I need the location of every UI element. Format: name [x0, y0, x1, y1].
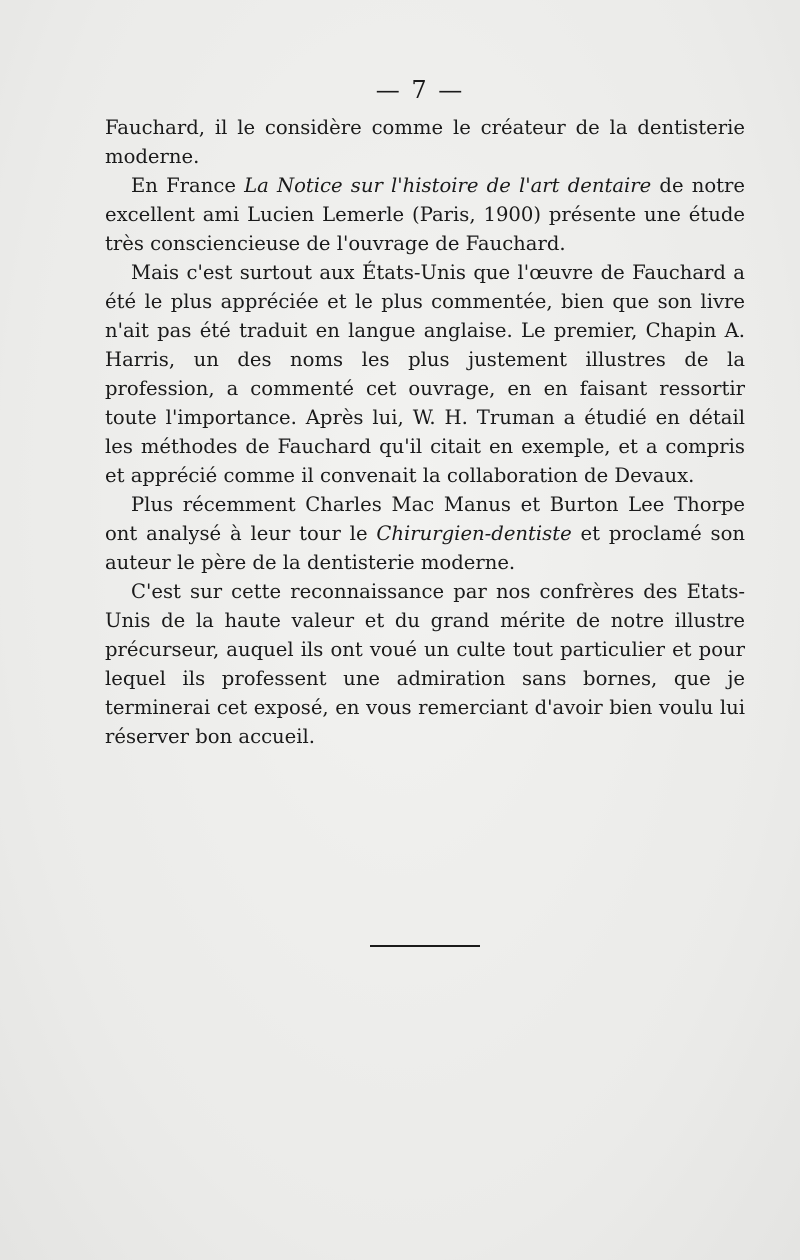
body-text [105, 113, 745, 751]
paragraph-1: Fauchard, il le considère comme le créateur de la dentisterie moderne. [105, 116, 745, 168]
paragraph-4-rest: et proclamé son auteur le père de la dentisterie moderne. [105, 522, 745, 574]
paragraph-5: C'est sur cette reconnaissance par nos confrères des Etats-Unis de la haute valeur et du grand mérite de notre illustre précurseur, auquel ils ont voué un culte tout particulier et pour lequel ils professent une admiration sans bornes, que je terminerai cet exposé, en vous remerciant d'avoir bien voulu lui réserver bon accueil. [105, 580, 745, 748]
paragraph-2-rest: de notre excellent ami Lucien Lemerle (Paris, 1900) présente une étude très consciencieuse de l'ouvrage de Fauchard. [105, 174, 745, 255]
book-title-notice: La Notice sur l'histoire de l'art dentaire [244, 174, 652, 197]
end-rule [370, 945, 480, 947]
paragraph-4 [105, 490, 745, 577]
paragraph-3: Mais c'est surtout aux États-Unis que l'œuvre de Fauchard a été le plus appréciée et le plus commentée, bien que son livre n'ait pas été traduit en langue anglaise. Le premier, Chapin A. Harris, un des noms les plus justement illustres de la profession, a commenté cet ouvrage, en en faisant ressortir toute l'importance. Après lui, W. H. Truman a étudié en détail les méthodes de Fauchard qu'il citait en exemple, et a compris et apprécié comme il convenait la collaboration de Devaux. [105, 261, 745, 487]
paragraph-2-intro: En France [131, 174, 245, 197]
book-title-chirurgien: Chirurgien-dentiste [376, 522, 572, 545]
paragraph-4-intro: Plus récemment Charles Mac Manus et Burton Lee Thorpe ont analysé à leur tour le [105, 493, 745, 545]
paragraph-2 [105, 171, 745, 258]
page-number: — 7 — [375, 76, 465, 104]
